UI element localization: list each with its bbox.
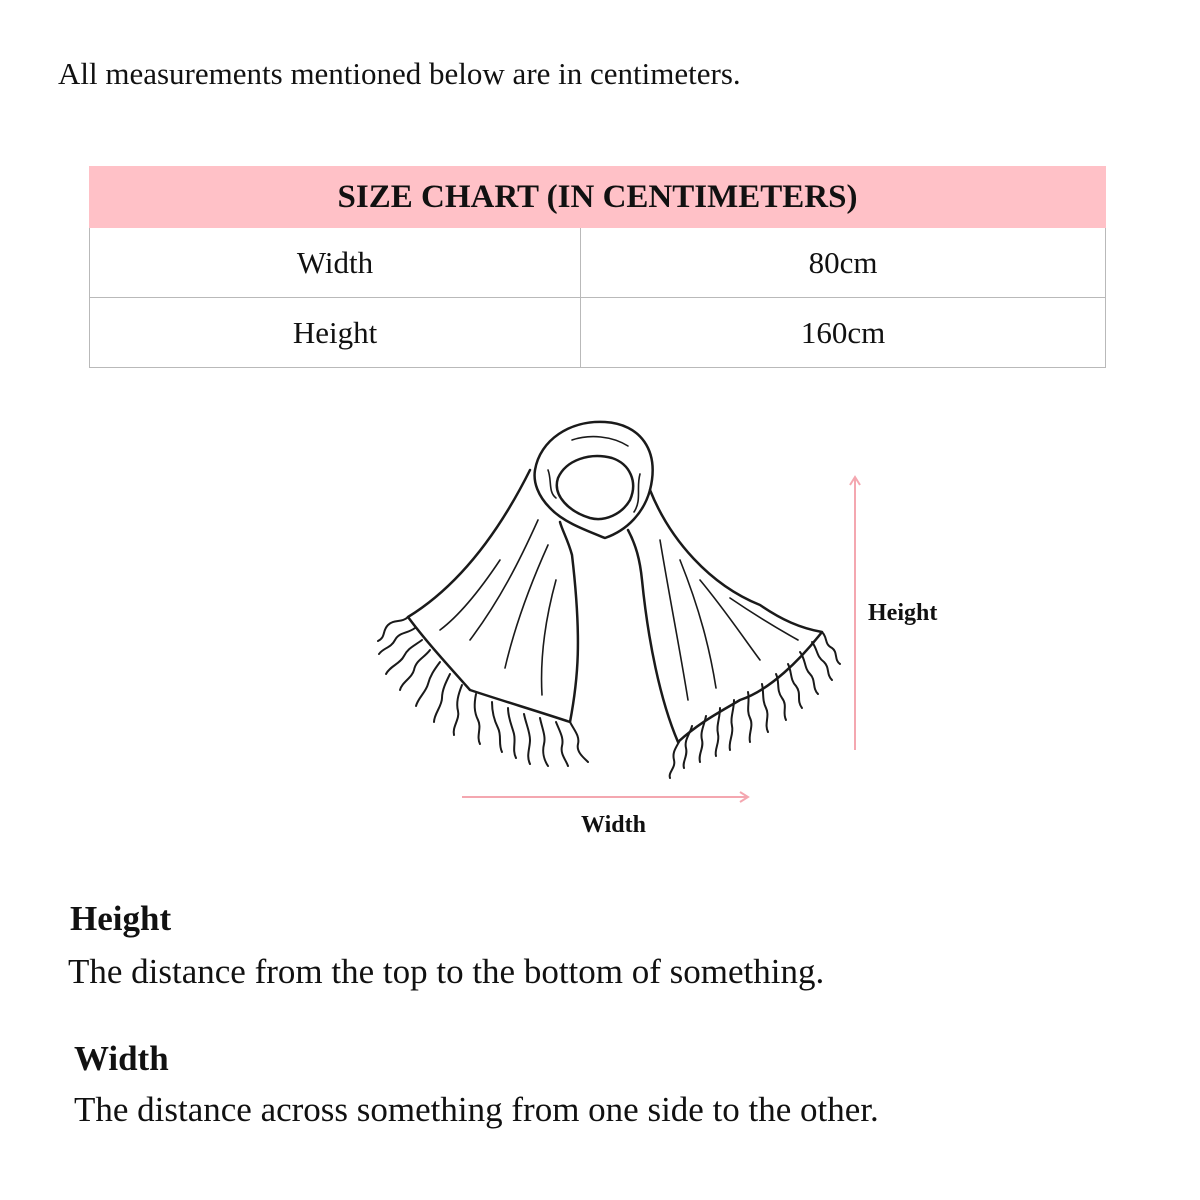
row-value-width: 80cm (581, 228, 1106, 298)
size-chart-title: SIZE CHART (IN CENTIMETERS) (90, 167, 1106, 228)
definition-text-height: The distance from the top to the bottom of something. (68, 952, 825, 991)
row-label-width: Width (90, 228, 581, 298)
row-label-height: Height (90, 298, 581, 368)
definition-text-width: The distance across something from one side to the other. (74, 1090, 879, 1129)
measurement-note: All measurements mentioned below are in centimeters. (58, 56, 741, 91)
width-label: Width (581, 812, 646, 838)
row-value-height: 160cm (581, 298, 1106, 368)
scarf-icon (378, 422, 840, 778)
height-label: Height (868, 600, 938, 626)
definition-term-height: Height (70, 899, 172, 938)
definition-term-width: Width (74, 1039, 169, 1078)
